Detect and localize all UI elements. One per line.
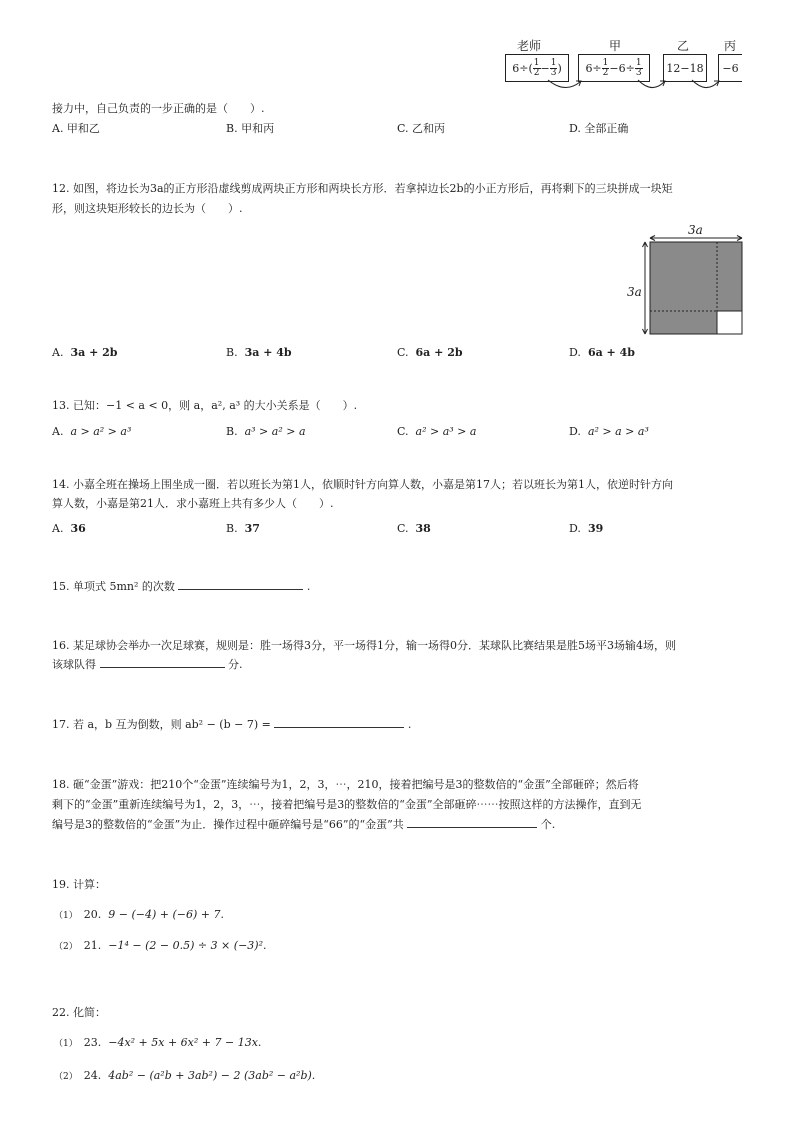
q18-line3 <box>52 816 555 833</box>
frac: $\frac{1}{3}$ <box>550 57 557 78</box>
frac: $\frac{1}{3}$ <box>635 57 642 78</box>
q16-end: 分. <box>228 658 243 671</box>
q12-option-c[interactable]: C. 6a + 2b <box>397 346 463 359</box>
flow-label-jia: 甲 <box>609 39 622 53</box>
q22-item-1: $^{(1)}$ 23. −4x² + 5x + 6x² + 7 − 13x. <box>54 1036 262 1049</box>
q18-line2: 剩下的“金蛋”重新连续编号为1，2，3，⋯，接着把编号是3的整数倍的“金蛋”全部砸碎⋯⋯按照这样的方法操作，直到无 <box>52 798 642 811</box>
box-text: −6÷ <box>609 61 635 75</box>
q12-option-d[interactable]: D. 6a + 4b <box>569 346 635 359</box>
q14-option-c[interactable]: C. 38 <box>397 522 431 535</box>
removed-small-square <box>717 311 742 334</box>
q13-option-a[interactable]: A. a > a² > a³ <box>52 425 132 438</box>
q13-option-d[interactable]: D. a² > a > a³ <box>569 425 649 438</box>
flow-arrows <box>540 78 740 94</box>
q11-stem: 接力中，自己负责的一步正确的是（ ）. <box>52 102 265 115</box>
flow-box-bing: −6 <box>718 54 742 82</box>
q17-end: . <box>407 718 412 731</box>
q15-answer-blank[interactable] <box>178 578 303 590</box>
q15 <box>52 578 310 595</box>
q11-option-d[interactable]: D. 全部正确 <box>569 122 629 135</box>
box-text: 6÷ <box>585 61 602 75</box>
q12-option-a[interactable]: A. 3a + 2b <box>52 346 118 359</box>
flow-label-bing: 丙 <box>724 39 737 53</box>
q22-stem: 22. 化简： <box>52 1006 106 1019</box>
q14-line1: 14. 小嘉全班在操场上围坐成一圈．若以班长为第1人，依顺时针方向算人数，小嘉是第17人；若以班长为第1人，依逆时针方向 <box>52 478 673 491</box>
flow-label-yi: 乙 <box>677 39 690 53</box>
minus: − <box>540 61 550 75</box>
q13-option-b[interactable]: B. a³ > a² > a <box>226 425 306 438</box>
square-diagram <box>640 234 746 336</box>
q18-line1: 18. 砸“金蛋”游戏：把210个“金蛋”连续编号为1，2，3，⋯，210，接着把编号是3的整数倍的“金蛋”全部砸碎；然后将 <box>52 778 639 791</box>
q14-line2: 算人数，小嘉是第21人．求小嘉班上共有多少人（ ）. <box>52 497 334 510</box>
q16-line2 <box>52 656 243 673</box>
q14-option-b[interactable]: B. 37 <box>226 522 260 535</box>
q18-end: 个. <box>540 818 556 831</box>
flow-label-teacher: 老师 <box>517 39 542 53</box>
q19-item-1: $^{(1)}$ 20. 9 − (−4) + (−6) + 7. <box>54 908 224 921</box>
q15-stem: 15. 单项式 5mn² 的次数 <box>52 580 175 593</box>
fig-label-top: 3a <box>688 223 703 237</box>
q18-line3-text: 编号是3的整数倍的“金蛋”为止．操作过程中砸碎编号是“66”的“金蛋”共 <box>52 818 404 831</box>
q14-option-d[interactable]: D. 39 <box>569 522 604 535</box>
q16-answer-blank[interactable] <box>100 656 225 668</box>
arrow-1 <box>548 80 580 88</box>
flow-box-yi: 12−18 <box>663 54 707 82</box>
q14-option-a[interactable]: A. 36 <box>52 522 86 535</box>
q18-answer-blank[interactable] <box>407 816 537 828</box>
q11-option-c[interactable]: C. 乙和丙 <box>397 122 446 135</box>
q17-answer-blank[interactable] <box>274 716 404 728</box>
paren-close: ) <box>557 61 562 75</box>
q15-end: . <box>306 580 311 593</box>
q16-line2-text: 该球队得 <box>52 658 96 671</box>
q16-line1: 16. 某足球协会举办一次足球赛，规则是：胜一场得3分，平一场得1分，输一场得0分．某球队比赛结果是胜5场平3场输4场，则 <box>52 639 676 652</box>
q11-option-a[interactable]: A. 甲和乙 <box>52 122 100 135</box>
q13-option-c[interactable]: C. a² > a³ > a <box>397 425 477 438</box>
q22-item-2: $^{(2)}$ 24. 4ab² − (a²b + 3ab²) − 2 (3ab² − a²b). <box>54 1069 316 1082</box>
frac: $\frac{1}{2}$ <box>602 57 609 78</box>
q17-stem: 17. 若 a，b 互为倒数，则 ab² − (b − 7) = <box>52 718 271 731</box>
box-text: 6÷( <box>512 61 533 75</box>
q17 <box>52 716 411 733</box>
fig-label-left: 3a <box>627 285 642 299</box>
q19-item-2: $^{(2)}$ 21. −1⁴ − (2 − 0.5) ÷ 3 × (−3)². <box>54 939 267 952</box>
q13-stem: 13. 已知：−1 < a < 0，则 a，a², a³ 的大小关系是（ ）. <box>52 399 358 412</box>
q19-stem: 19. 计算： <box>52 878 106 891</box>
q12-option-b[interactable]: B. 3a + 4b <box>226 346 292 359</box>
q11-option-b[interactable]: B. 甲和丙 <box>226 122 275 135</box>
q12-line2: 形，则这块矩形较长的边长为（ ）. <box>52 202 243 215</box>
frac: $\frac{1}{2}$ <box>533 57 540 78</box>
q12-line1: 12. 如图，将边长为3a的正方形沿虚线剪成两块正方形和两块长方形．若拿掉边长2b的小正方形后，再将剩下的三块拼成一块矩 <box>52 182 673 195</box>
